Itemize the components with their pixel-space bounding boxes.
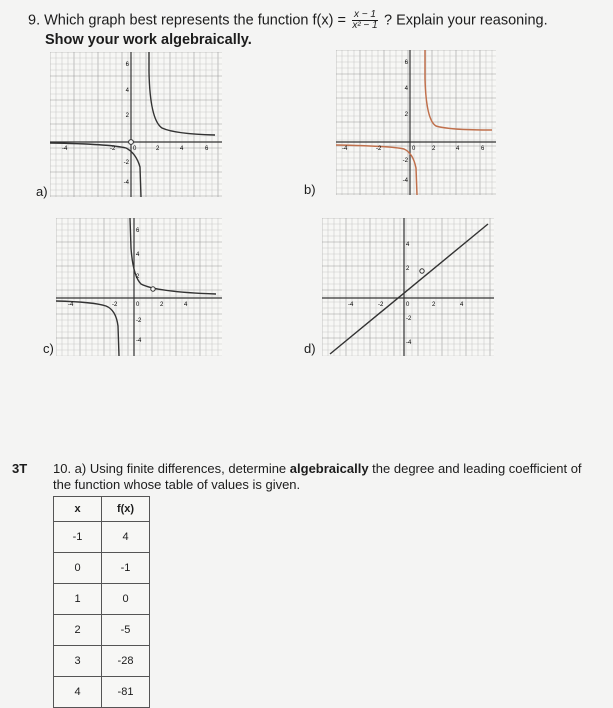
graph-c-ytick-neg4: -4 xyxy=(136,338,142,344)
graph-b-label: b) xyxy=(304,182,316,197)
graph-d-grid xyxy=(322,218,494,356)
graph-d-label: d) xyxy=(304,341,316,356)
graph-d-xtick-neg4: -4 xyxy=(348,302,354,308)
graph-c-ytick-4: 4 xyxy=(136,252,140,258)
question-10-text xyxy=(53,461,593,493)
cell-fx: 0 xyxy=(102,584,150,615)
graph-d-xtick-4: 4 xyxy=(460,302,464,308)
cell-fx: -5 xyxy=(102,615,150,646)
graph-a xyxy=(50,52,222,197)
graph-c-xtick-4: 4 xyxy=(184,302,188,308)
table-header-row xyxy=(54,497,150,522)
graph-b-ytick-2: 2 xyxy=(404,112,408,118)
table-row xyxy=(54,553,150,584)
graph-c-xtick-0: 0 xyxy=(136,302,140,308)
question-9-suffix: ? Explain your reasoning. xyxy=(383,12,548,29)
table-row xyxy=(54,584,150,615)
table-row xyxy=(54,677,150,708)
graph-a-ytick-4: 4 xyxy=(125,88,129,94)
cell-x: 1 xyxy=(54,584,102,615)
cell-fx: -81 xyxy=(102,677,150,708)
cell-x: 0 xyxy=(54,553,102,584)
fraction-numerator: x − 1 xyxy=(353,9,376,20)
graph-c-ytick-2: 2 xyxy=(136,274,140,280)
graph-d-xtick-2: 2 xyxy=(432,302,436,308)
function-fraction xyxy=(352,10,378,31)
graph-d xyxy=(322,218,494,356)
graph-d-hole xyxy=(420,269,424,273)
graph-b-xtick-2: 2 xyxy=(432,146,436,152)
graph-d-ytick-4: 4 xyxy=(406,242,410,248)
graph-a-ytick-neg2: -2 xyxy=(123,160,129,166)
graph-c xyxy=(56,218,222,356)
table-of-values xyxy=(53,496,150,708)
fraction-denominator: x² − 1 xyxy=(352,20,378,31)
graph-a-xtick-0: 0 xyxy=(133,146,137,152)
graph-c-label: c) xyxy=(43,341,54,356)
cell-x: 3 xyxy=(54,646,102,677)
question-9-instruction: Show your work algebraically. xyxy=(45,32,252,48)
graph-b-ytick-4: 4 xyxy=(404,86,408,92)
question-10-text-after: the degree and leading coefficient of the function whose table of values is given. xyxy=(53,461,582,492)
cell-fx: -28 xyxy=(102,646,150,677)
graph-d-xtick-0: 0 xyxy=(406,302,410,308)
graph-b-xtick-0: 0 xyxy=(412,146,416,152)
graph-c-ytick-6: 6 xyxy=(136,228,140,234)
graph-a-ytick-neg4: -4 xyxy=(123,180,129,186)
graph-c-ytick-neg2: -2 xyxy=(136,318,142,324)
graph-b-xtick-neg4: -4 xyxy=(342,146,348,152)
graph-c-xtick-2: 2 xyxy=(160,302,164,308)
graph-b-xtick-6: 6 xyxy=(481,146,485,152)
graph-c-curve-right xyxy=(130,218,216,294)
graph-a-hole xyxy=(129,140,134,145)
graph-c-grid xyxy=(56,218,222,356)
cell-x: 4 xyxy=(54,677,102,708)
graph-c-hole xyxy=(151,287,155,291)
cell-fx: -1 xyxy=(102,553,150,584)
graph-a-label: a) xyxy=(36,184,48,199)
cell-fx: 4 xyxy=(102,522,150,553)
graph-b-ytick-neg2: -2 xyxy=(402,158,408,164)
graph-a-ytick-6: 6 xyxy=(125,62,129,68)
table-row xyxy=(54,615,150,646)
graph-d-ytick-neg2: -2 xyxy=(406,316,412,322)
graph-b xyxy=(336,50,496,195)
graph-a-ytick-2: 2 xyxy=(125,113,129,119)
graph-a-xtick-2: 2 xyxy=(156,146,160,152)
question-10-bold-word: algebraically xyxy=(289,461,369,476)
question-10-marks: 3T xyxy=(12,461,28,476)
graph-c-xtick-neg2: -2 xyxy=(112,302,118,308)
graph-d-ytick-2: 2 xyxy=(406,266,410,272)
graph-b-ytick-neg4: -4 xyxy=(402,178,408,184)
table-row xyxy=(54,522,150,553)
graph-d-ytick-neg4: -4 xyxy=(406,340,412,346)
graph-a-xtick-6: 6 xyxy=(205,146,209,152)
graph-b-xtick-4: 4 xyxy=(456,146,460,152)
graph-a-xtick-neg4: -4 xyxy=(62,146,68,152)
graph-b-ytick-6: 6 xyxy=(404,60,408,66)
graph-a-xtick-neg2: -2 xyxy=(110,146,116,152)
graph-c-xtick-neg4: -4 xyxy=(68,302,74,308)
cell-x: -1 xyxy=(54,522,102,553)
table-row xyxy=(54,646,150,677)
graph-c-curve-left xyxy=(56,301,119,356)
cell-x: 2 xyxy=(54,615,102,646)
graph-b-xtick-neg2: -2 xyxy=(376,146,382,152)
question-9-prefix: 9. Which graph best represents the function f(x) = xyxy=(28,12,346,29)
question-9-text xyxy=(28,10,548,31)
question-10-text-before: 10. a) Using finite differences, determine xyxy=(53,461,290,476)
graph-d-xtick-neg2: -2 xyxy=(378,302,384,308)
graph-a-xtick-4: 4 xyxy=(180,146,184,152)
header-x: x xyxy=(54,497,102,522)
graph-a-grid xyxy=(50,52,222,197)
header-fx: f(x) xyxy=(102,497,150,522)
